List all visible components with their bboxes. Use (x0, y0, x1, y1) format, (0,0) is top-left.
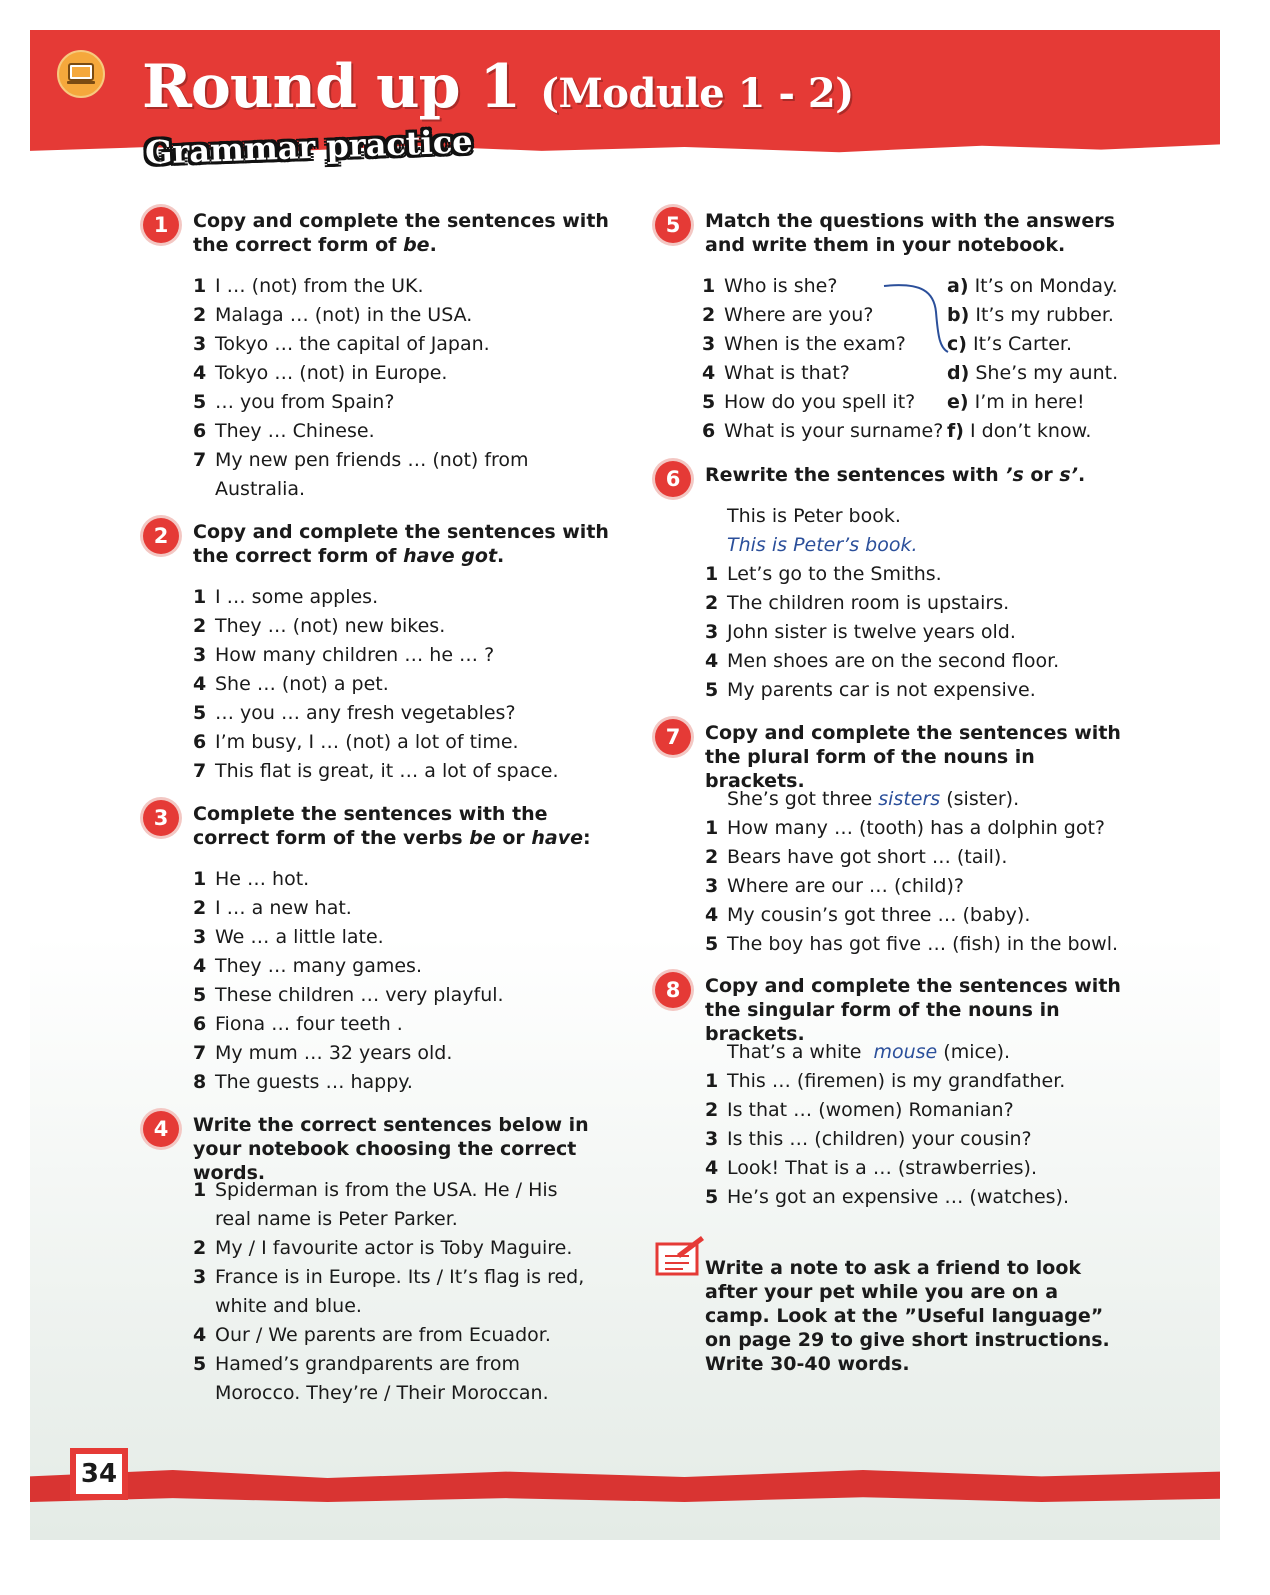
list-item: 2 I … a new hat. (193, 897, 352, 919)
exercise-instruction: Copy and complete the sentences with the correct form of be. (193, 210, 609, 256)
list-item: 5 He’s got an expensive … (watches). (705, 1186, 1070, 1208)
list-item: 5 These children … very playful. (193, 984, 504, 1006)
list-item: 7 My mum … 32 years old. (193, 1042, 453, 1064)
list-item: 1 This … (firemen) is my grandfather. (705, 1070, 1066, 1092)
exercise-number-badge: 5 (655, 207, 691, 243)
page-number: 34 (70, 1448, 128, 1500)
match-row: 4 What is that? d) She’s my aunt. (702, 362, 1119, 384)
list-item: 3 How many children … he … ? (193, 644, 495, 666)
exercise-instruction: Copy and complete the sentences with the plural form of the nouns in brackets. (705, 722, 1121, 792)
list-item: 2 Bears have got short … (tail). (705, 846, 1008, 868)
list-item: 2 The children room is upstairs. (705, 592, 1010, 614)
exercise-items (705, 1067, 1125, 1212)
list-item: 2 They … (not) new bikes. (193, 615, 446, 637)
exercise-8 (655, 972, 1135, 1217)
list-item: 4 My cousin’s got three … (baby). (705, 904, 1031, 926)
example-answer: sisters (878, 788, 941, 810)
exercise-number-badge: 6 (655, 461, 691, 497)
exercise-number-badge: 2 (143, 518, 179, 554)
list-item: 7 My new pen friends … (not) from Australia. (193, 449, 529, 500)
list-item: 4 She … (not) a pet. (193, 673, 389, 695)
list-item: 5 Hamed’s grandparents are from Morocco. They’re / Their Moroccan. (193, 1353, 549, 1404)
match-row: 6 What is your surname? f) I don’t know. (702, 420, 1092, 442)
list-item: 3 France is in Europe. Its / It’s flag is red, white and blue. (193, 1266, 585, 1317)
exercise-number-badge: 4 (143, 1111, 179, 1147)
list-item: 6 They … Chinese. (193, 420, 375, 442)
list-item: 4 They … many games. (193, 955, 422, 977)
exercise-4 (143, 1111, 623, 1411)
exercise-number-badge: 8 (655, 972, 691, 1008)
audio-cd-icon[interactable] (57, 50, 105, 98)
example-block (705, 502, 1125, 560)
exercise-2 (143, 518, 623, 788)
list-item: 6 I’m busy, I … (not) a lot of time. (193, 731, 519, 753)
exercise-items (193, 583, 593, 786)
exercise-1 (143, 207, 623, 507)
list-item: 1 I … (not) from the UK. (193, 275, 424, 297)
list-item: 6 Fiona … four teeth . (193, 1013, 403, 1035)
writing-task-icon (655, 1234, 705, 1276)
list-item: 5 My parents car is not expensive. (705, 679, 1036, 701)
exercise-7 (655, 719, 1135, 964)
exercise-number-badge: 3 (143, 800, 179, 836)
list-item: 1 He … hot. (193, 868, 310, 890)
exercise-items (705, 814, 1125, 959)
exercise-items (193, 1176, 598, 1408)
exercise-items (705, 560, 1125, 705)
list-item: 2 Is that … (women) Romanian? (705, 1099, 1014, 1121)
list-item: 3 Where are our … (child)? (705, 875, 964, 897)
exercise-instruction: Copy and complete the sentences with the correct form of have got. (193, 521, 609, 567)
list-item: 8 The guests … happy. (193, 1071, 413, 1093)
list-item: 4 Men shoes are on the second floor. (705, 650, 1060, 672)
list-item: 2 My / I favourite actor is Toby Maguire. (193, 1237, 573, 1259)
list-item: 4 Tokyo … (not) in Europe. (193, 362, 448, 384)
exercise-6 (655, 461, 1135, 706)
exercise-instruction: Complete the sentences with the correct form of the verbs be or have: (193, 803, 591, 849)
list-item: 5 The boy has got five … (fish) in the bowl. (705, 933, 1119, 955)
page-title (142, 52, 854, 122)
example-answer: mouse (873, 1041, 938, 1063)
list-item: 4 Look! That is a … (strawberries). (705, 1157, 1037, 1179)
exercise-5 (655, 207, 1135, 447)
list-item: 3 We … a little late. (193, 926, 384, 948)
list-item: 1 Let’s go to the Smiths. (705, 563, 942, 585)
example-match-line (882, 282, 952, 362)
list-item: 1 How many … (tooth) has a dolphin got? (705, 817, 1106, 839)
list-item: 3 John sister is twelve years old. (705, 621, 1016, 643)
exercise-instruction: Rewrite the sentences with ’s or s’. (705, 464, 1086, 486)
exercise-number-badge: 7 (655, 719, 691, 755)
list-item: 2 Malaga … (not) in the USA. (193, 304, 473, 326)
page-subtitle: Grammar practice (144, 122, 474, 172)
list-item: 5 … you … any fresh vegetables? (193, 702, 516, 724)
title-module-range: (Module 1 - 2) (540, 70, 854, 117)
list-item: 1 I … some apples. (193, 586, 379, 608)
list-item: 5 … you from Spain? (193, 391, 395, 413)
match-row: 5 How do you spell it? e) I’m in here! (702, 391, 1085, 413)
example-sentence: This is Peter book. (727, 505, 901, 527)
exercise-instruction: Write the correct sentences below in your notebook choosing the correct words. (193, 1114, 589, 1184)
title-main: Round up 1 (142, 52, 521, 122)
list-item: 1 Spiderman is from the USA. He / His real name is Peter Parker. (193, 1179, 558, 1230)
match-row: 1 Who is she? a) It’s on Monday. (702, 275, 1118, 297)
list-item: 3 Tokyo … the capital of Japan. (193, 333, 490, 355)
exercise-instruction: Match the questions with the answers and write them in your notebook. (705, 210, 1115, 256)
exercise-items (193, 272, 573, 504)
exercise-3 (143, 800, 623, 1100)
match-row: 3 When is the exam? c) It’s Carter. (702, 333, 1072, 355)
exercise-number-badge: 1 (143, 207, 179, 243)
writing-task-instruction: Write a note to ask a friend to look after your pet while you are on a camp. Look at the ”Useful language” on page 29 to give short instructions. Write 30-40 words. (705, 1257, 1110, 1375)
matching-table (702, 272, 1122, 446)
exercise-instruction: Copy and complete the sentences with the singular form of the nouns in brackets. (705, 975, 1121, 1045)
example-sentence: She’s got three sisters (sister). (727, 788, 1020, 810)
example-answer: This is Peter’s book. (727, 534, 918, 556)
match-row: 2 Where are you? b) It’s my rubber. (702, 304, 1114, 326)
exercise-items (193, 865, 593, 1097)
list-item: 4 Our / We parents are from Ecuador. (193, 1324, 551, 1346)
list-item: 3 Is this … (children) your cousin? (705, 1128, 1032, 1150)
example-sentence: That’s a white mouse (mice). (727, 1041, 1011, 1063)
list-item: 7 This flat is great, it … a lot of space. (193, 760, 559, 782)
